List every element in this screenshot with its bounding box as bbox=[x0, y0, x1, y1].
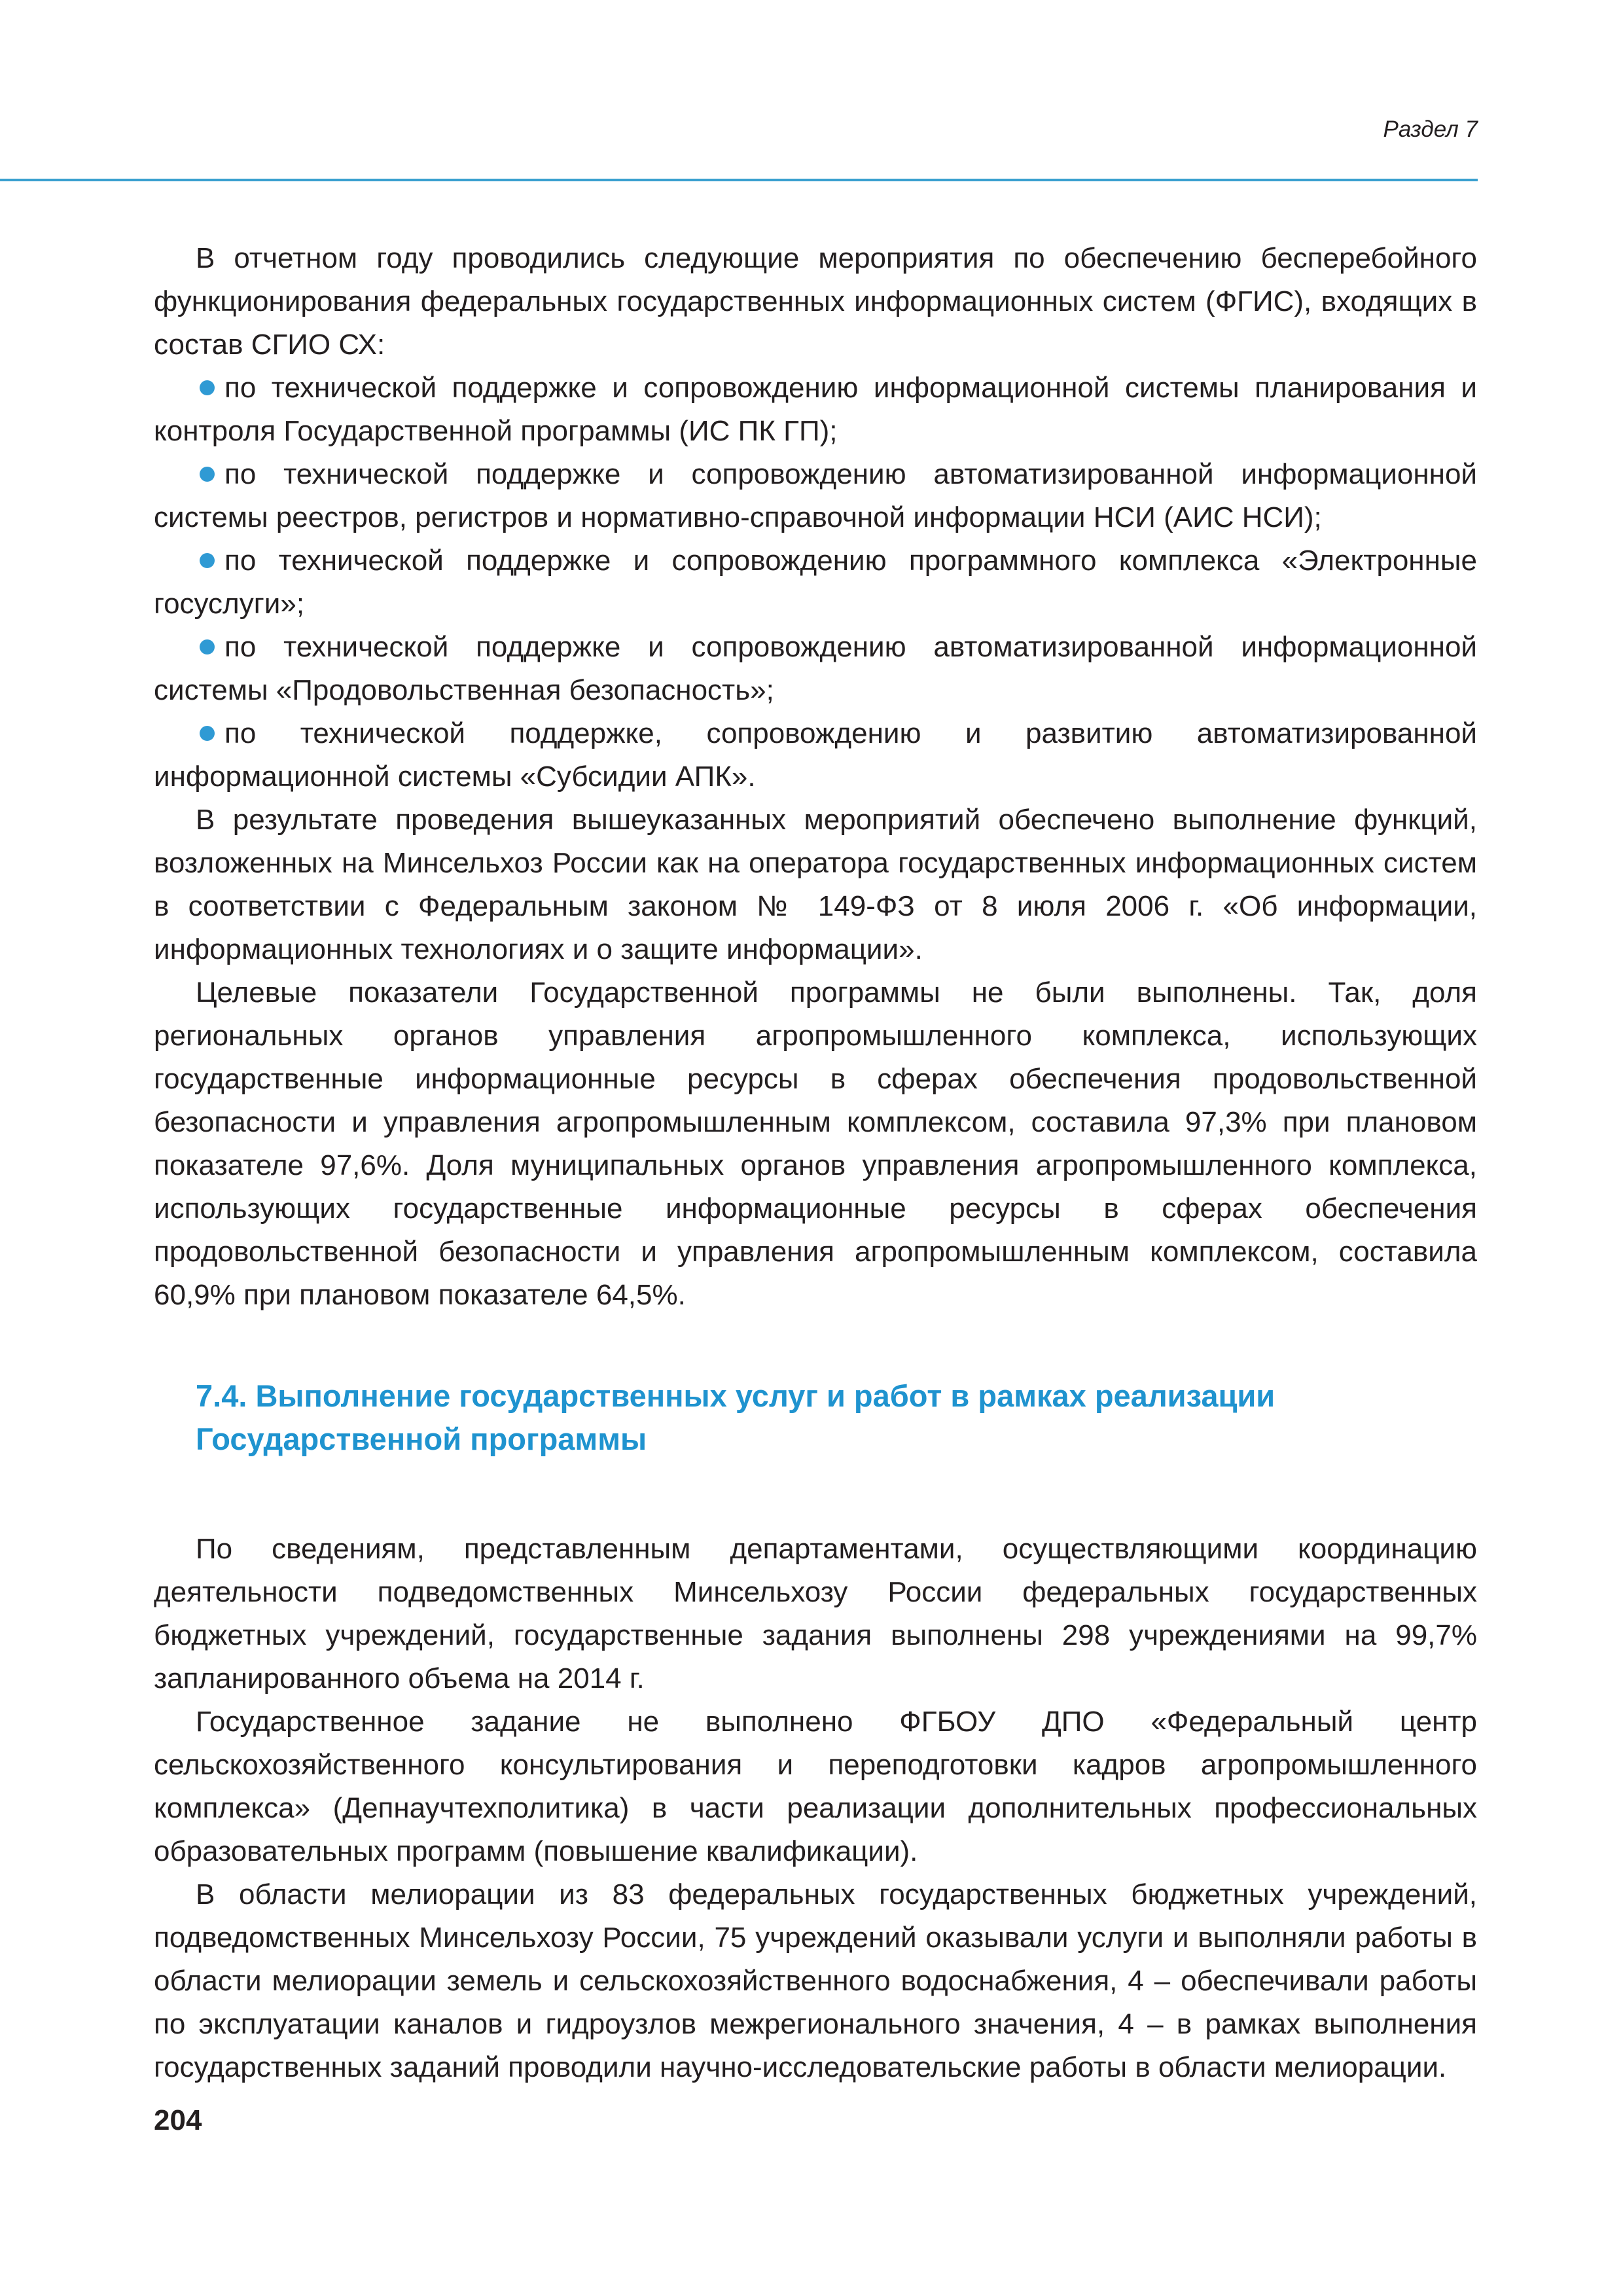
bullet-item bbox=[154, 367, 1477, 453]
section-heading bbox=[154, 1374, 1477, 1461]
bullet-dot-icon bbox=[200, 380, 215, 395]
page-number: 204 bbox=[154, 2104, 202, 2136]
paragraph-indicators: Целевые показатели Государственной программы не были выполнены. Так, доля региональных органов управления агропромышленного комплекса, использующих государственные информационные ресурсы в сферах обеспечения продовольственной безопасности и управления агропромышленным комплексом, составила 97,3% при плановом показателе 97,6%. Доля муниципальных органов управления агропромышленного комплекса, использующих государственные информационные ресурсы в сферах обеспечения продовольственной безопасности и управления агропромышленным комплексом, составила 60,9% при плановом показателе 64,5%. bbox=[154, 977, 1477, 1311]
paragraph-result: В результате проведения вышеуказанных мероприятий обеспечено выполнение функций, возложенных на Минсельхоз России как на оператора государственных информационных систем в соответствии с Федеральным законом № 149-ФЗ от 8 июля 2006 г. «Об информации, информационных технологиях и о защите информации». bbox=[154, 804, 1477, 965]
bullet-text: по технической поддержке и сопровождению информационной системы планирования и контроля Государственной программы (ИС ПК ГП); bbox=[154, 372, 1477, 447]
bullet-item bbox=[154, 453, 1477, 539]
bullet-text: по технической поддержке и сопровождению автоматизированной информационной системы реестров, регистров и нормативно-справочной информации НСИ (АИС НСИ); bbox=[154, 458, 1477, 533]
section-heading-line1: 7.4. Выполнение государственных услуг и работ в рамках реализации bbox=[196, 1378, 1275, 1413]
bullet-item bbox=[154, 626, 1477, 712]
bullet-dot-icon bbox=[200, 553, 215, 568]
bullet-text: по технической поддержке, сопровождению и развитию автоматизированной информационной системы «Субсидии АПК». bbox=[154, 717, 1477, 793]
bullet-dot-icon bbox=[200, 726, 215, 741]
section-label: Раздел 7 bbox=[1383, 117, 1478, 142]
bullet-dot-icon bbox=[200, 639, 215, 655]
bullet-item bbox=[154, 712, 1477, 798]
paragraph-state-task: Государственное задание не выполнено ФГБОУ ДПО «Федеральный центр сельскохозяйственного консультирования и переподготовки кадров агропромышленного комплекса» (Депнаучтехполитика) в части реализации дополнительных профессиональных образовательных программ (повышение квалификации). bbox=[154, 1706, 1477, 1867]
paragraph-melioration: В области мелиорации из 83 федеральных государственных бюджетных учреждений, подведомственных Минсельхозу России, 75 учреждений оказывали услуги и выполняли работы в области мелиорации земель и сельскохозяйственного водоснабжения, 4 – обеспечивали работы по эксплуатации каналов и гидроузлов межрегионального значения, 4 – в рамках выполнения государственных заданий проводили научно-исследовательские работы в области мелиорации. bbox=[154, 1878, 1477, 2083]
header-rule bbox=[0, 179, 1478, 181]
bullet-text: по технической поддержке и сопровождению программного комплекса «Электронные госуслуги»; bbox=[154, 545, 1477, 620]
section-heading-line2: Государственной программы bbox=[196, 1422, 647, 1456]
paragraph-intro: В отчетном году проводились следующие мероприятия по обеспечению бесперебойного функционирования федеральных государственных информационных систем (ФГИС), входящих в состав СГИО СХ: bbox=[154, 242, 1477, 361]
bullet-dot-icon bbox=[200, 467, 215, 482]
page-content bbox=[154, 237, 1477, 2089]
bullet-text: по технической поддержке и сопровождению автоматизированной информационной системы «Продовольственная безопасность»; bbox=[154, 631, 1477, 706]
bullet-item bbox=[154, 539, 1477, 626]
paragraph-departments: По сведениям, представленным департаментами, осуществляющими координацию деятельности подведомственных Минсельхозу России федеральных государственных бюджетных учреждений, государственные задания выполнены 298 учреждениями на 99,7% запланированного объема на 2014 г. bbox=[154, 1533, 1477, 1695]
